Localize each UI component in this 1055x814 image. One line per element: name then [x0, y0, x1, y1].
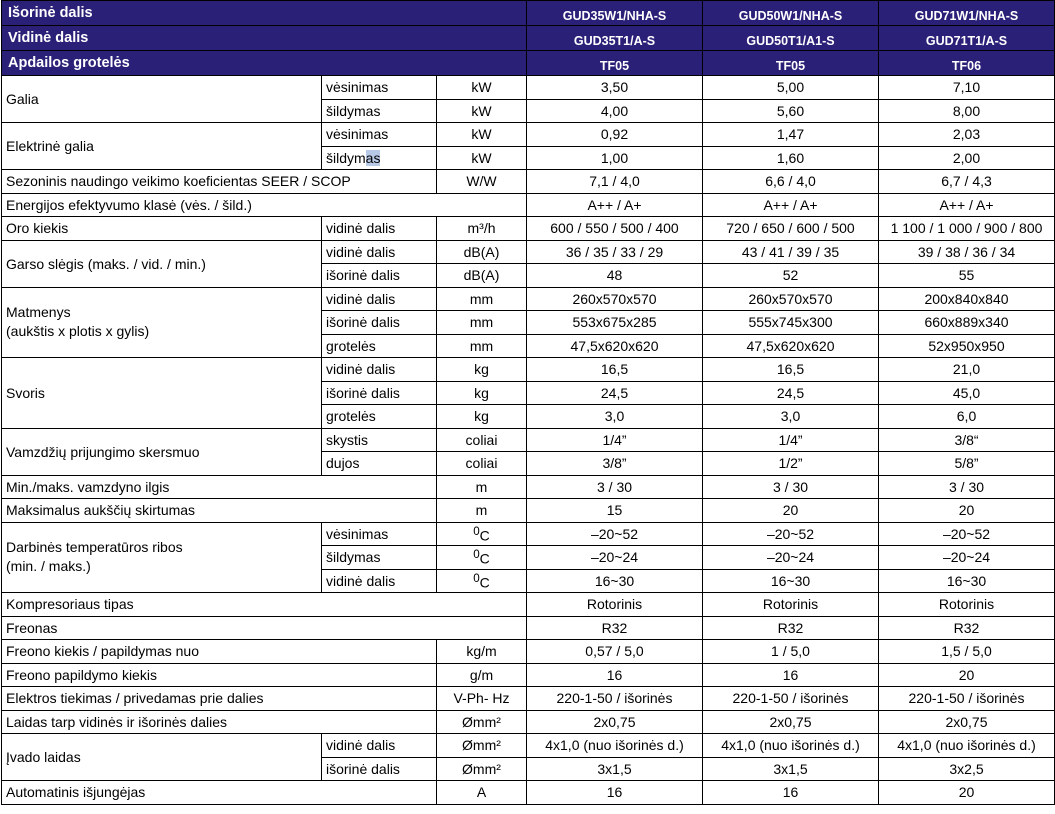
value-cell: 200x840x840 [879, 287, 1055, 311]
model-cell: TF06 [879, 51, 1055, 76]
row-label: Freono kiekis / papildymas nuo [2, 640, 437, 664]
unit-cell: Ømm² [437, 710, 527, 734]
text-selection-highlight[interactable]: as [365, 149, 381, 166]
value-cell: 4x1,0 (nuo išorinės d.) [703, 734, 879, 758]
value-cell: 1/2” [703, 452, 879, 476]
value-cell: 15 [527, 499, 703, 523]
value-cell: 4x1,0 (nuo išorinės d.) [527, 734, 703, 758]
row-label: Freono papildymo kiekis [2, 663, 437, 687]
value-cell: 16~30 [703, 569, 879, 593]
header-label: Apdailos grotelės [2, 51, 527, 76]
value-cell: 3/8” [527, 452, 703, 476]
value-cell: –20~52 [527, 522, 703, 546]
value-cell: A++ / A+ [879, 193, 1055, 217]
unit-cell: kW [437, 99, 527, 123]
unit-text: C [479, 551, 490, 568]
degree-sup: 0 [473, 571, 480, 585]
unit-cell: A [437, 781, 527, 805]
spec-table [1, 0, 1055, 805]
row-sublabel: išorinė dalis [322, 264, 437, 288]
value-cell: 48 [527, 264, 703, 288]
value-cell: 2,00 [879, 146, 1055, 170]
value-cell: 3x1,5 [527, 757, 703, 781]
table-row [2, 616, 1055, 640]
row-label: Laidas tarp vidinės ir išorinės dalies [2, 710, 437, 734]
value-cell: 220-1-50 / išorinės [527, 687, 703, 711]
unit-cell: Ømm² [437, 734, 527, 758]
table-row [2, 522, 1055, 546]
table-row [2, 734, 1055, 758]
value-cell: 1,00 [527, 146, 703, 170]
table-row [2, 76, 1055, 100]
value-cell: 1,5 / 5,0 [879, 640, 1055, 664]
row-label: Automatinis išjungėjas [2, 781, 437, 805]
model-cell: GUD71T1/A-S [879, 26, 1055, 51]
table-row [2, 193, 1055, 217]
value-cell: R32 [527, 616, 703, 640]
value-cell: A++ / A+ [703, 193, 879, 217]
unit-cell: mm [437, 311, 527, 335]
value-cell: 555x745x300 [703, 311, 879, 335]
table-row [2, 358, 1055, 382]
degree-sup: 0 [473, 524, 480, 538]
header-label: Vidinė dalis [2, 26, 527, 51]
value-cell: 16 [527, 781, 703, 805]
value-cell: 1/4” [527, 428, 703, 452]
value-cell: 45,0 [879, 381, 1055, 405]
row-label: Freonas [2, 616, 527, 640]
value-cell: 16 [703, 663, 879, 687]
unit-cell: Ømm² [437, 757, 527, 781]
unit-cell [437, 546, 527, 570]
unit-cell: kW [437, 76, 527, 100]
row-label [2, 287, 322, 358]
table-row [2, 287, 1055, 311]
row-sublabel: grotelės [322, 334, 437, 358]
value-cell: 720 / 650 / 600 / 500 [703, 217, 879, 241]
value-cell: –20~52 [879, 522, 1055, 546]
value-cell: 600 / 550 / 500 / 400 [527, 217, 703, 241]
value-cell: 47,5x620x620 [703, 334, 879, 358]
value-cell: 260x570x570 [703, 287, 879, 311]
value-cell: 7,10 [879, 76, 1055, 100]
value-cell: 52 [703, 264, 879, 288]
header-row-indoor [2, 26, 1055, 51]
unit-cell: kg [437, 358, 527, 382]
table-row [2, 781, 1055, 805]
row-sublabel: vėsinimas [322, 522, 437, 546]
unit-cell: kg/m [437, 640, 527, 664]
row-label: Vamzdžių prijungimo skersmuo [2, 428, 322, 475]
value-cell: R32 [703, 616, 879, 640]
value-cell: 20 [879, 663, 1055, 687]
row-label [2, 522, 322, 593]
table-row [2, 240, 1055, 264]
value-cell: 3,0 [703, 405, 879, 429]
row-label: Galia [2, 76, 322, 123]
value-cell: 55 [879, 264, 1055, 288]
value-cell: 39 / 38 / 36 / 34 [879, 240, 1055, 264]
value-cell: Rotorinis [703, 593, 879, 617]
value-cell: –20~24 [703, 546, 879, 570]
value-cell: 6,7 / 4,3 [879, 170, 1055, 194]
row-sublabel: vidinė dalis [322, 734, 437, 758]
value-cell: 3x1,5 [703, 757, 879, 781]
row-label: Maksimalus aukščių skirtumas [2, 499, 437, 523]
value-cell: 4,00 [527, 99, 703, 123]
row-sublabel: vidinė dalis [322, 569, 437, 593]
value-cell: 16~30 [527, 569, 703, 593]
value-cell: Rotorinis [527, 593, 703, 617]
row-sublabel: vidinė dalis [322, 287, 437, 311]
value-cell: 16 [527, 663, 703, 687]
value-cell: –20~52 [703, 522, 879, 546]
value-cell: 7,1 / 4,0 [527, 170, 703, 194]
row-sublabel: dujos [322, 452, 437, 476]
value-cell: 3 / 30 [703, 475, 879, 499]
value-cell: A++ / A+ [527, 193, 703, 217]
unit-cell: mm [437, 287, 527, 311]
row-label: Garso slėgis (maks. / vid. / min.) [2, 240, 322, 287]
row-label-line: Matmenys [6, 304, 71, 321]
value-cell: 16,5 [527, 358, 703, 382]
value-cell: 3 / 30 [527, 475, 703, 499]
value-cell: 5,00 [703, 76, 879, 100]
value-cell: 36 / 35 / 33 / 29 [527, 240, 703, 264]
value-cell: 3 / 30 [879, 475, 1055, 499]
unit-cell: coliai [437, 428, 527, 452]
header-row-outdoor [2, 1, 1055, 26]
table-row [2, 428, 1055, 452]
row-label: Energijos efektyvumo klasė (vės. / šild.) [2, 193, 527, 217]
degree-sup: 0 [473, 548, 480, 562]
value-cell: 2x0,75 [879, 710, 1055, 734]
value-cell: 260x570x570 [527, 287, 703, 311]
row-sublabel: šildymas [322, 546, 437, 570]
value-cell: 24,5 [703, 381, 879, 405]
row-label: Svoris [2, 358, 322, 429]
unit-cell: kg [437, 405, 527, 429]
row-label: Min./maks. vamzdyno ilgis [2, 475, 437, 499]
row-sublabel [322, 146, 437, 170]
row-label-line: (min. / maks.) [6, 558, 91, 575]
header-label: Išorinė dalis [2, 1, 527, 26]
value-cell: R32 [879, 616, 1055, 640]
value-cell: 16 [703, 781, 879, 805]
model-cell: TF05 [703, 51, 879, 76]
unit-cell [437, 569, 527, 593]
value-cell: 0,92 [527, 123, 703, 147]
unit-cell: kW [437, 123, 527, 147]
table-row [2, 499, 1055, 523]
unit-cell: m [437, 499, 527, 523]
value-cell: 3,0 [527, 405, 703, 429]
value-cell: 660x889x340 [879, 311, 1055, 335]
unit-text: C [479, 527, 490, 544]
value-cell: 43 / 41 / 39 / 35 [703, 240, 879, 264]
table-row [2, 123, 1055, 147]
table-row [2, 475, 1055, 499]
value-cell: 47,5x620x620 [527, 334, 703, 358]
row-label: Elektros tiekimas / privedamas prie dalies [2, 687, 437, 711]
value-cell: 5/8” [879, 452, 1055, 476]
unit-cell: kW [437, 146, 527, 170]
value-cell: 2,03 [879, 123, 1055, 147]
value-cell: 20 [879, 499, 1055, 523]
row-label: Elektrinė galia [2, 123, 322, 170]
unit-cell: coliai [437, 452, 527, 476]
header-row-grille [2, 51, 1055, 76]
value-cell: 220-1-50 / išorinės [703, 687, 879, 711]
unit-cell: V-Ph- Hz [437, 687, 527, 711]
table-row [2, 687, 1055, 711]
table-row [2, 710, 1055, 734]
value-cell: 3,50 [527, 76, 703, 100]
table-row [2, 170, 1055, 194]
value-cell: 4x1,0 (nuo išorinės d.) [879, 734, 1055, 758]
unit-cell: m³/h [437, 217, 527, 241]
row-sublabel: vėsinimas [322, 123, 437, 147]
value-cell: 52x950x950 [879, 334, 1055, 358]
row-sublabel: vidinė dalis [322, 358, 437, 382]
table-row [2, 217, 1055, 241]
value-cell: 0,57 / 5,0 [527, 640, 703, 664]
row-label: Oro kiekis [2, 217, 322, 241]
row-sublabel: išorinė dalis [322, 757, 437, 781]
value-cell: 6,6 / 4,0 [703, 170, 879, 194]
value-cell: 6,0 [879, 405, 1055, 429]
value-cell: 2x0,75 [527, 710, 703, 734]
value-cell: 2x0,75 [703, 710, 879, 734]
value-cell: –20~24 [527, 546, 703, 570]
row-label: Sezoninis naudingo veikimo koeficientas SEER / SCOP [2, 170, 437, 194]
model-cell: GUD35T1/A-S [527, 26, 703, 51]
unit-cell: g/m [437, 663, 527, 687]
value-cell: 20 [703, 499, 879, 523]
value-cell: 1 / 5,0 [703, 640, 879, 664]
row-label-line: Darbinės temperatūros ribos [6, 539, 183, 556]
model-cell: GUD71W1/NHA-S [879, 1, 1055, 26]
value-cell: 1/4” [703, 428, 879, 452]
unit-cell: m [437, 475, 527, 499]
row-sublabel: išorinė dalis [322, 311, 437, 335]
unit-text: C [479, 574, 490, 591]
value-cell: 553x675x285 [527, 311, 703, 335]
value-cell: 24,5 [527, 381, 703, 405]
value-cell: 1,47 [703, 123, 879, 147]
value-cell: 3x2,5 [879, 757, 1055, 781]
row-sublabel: išorinė dalis [322, 381, 437, 405]
model-cell: GUD50W1/NHA-S [703, 1, 879, 26]
value-cell: 20 [879, 781, 1055, 805]
value-cell: –20~24 [879, 546, 1055, 570]
value-cell: 21,0 [879, 358, 1055, 382]
value-cell: 8,00 [879, 99, 1055, 123]
table-row [2, 640, 1055, 664]
row-label: Įvado laidas [2, 734, 322, 781]
unit-cell: kg [437, 381, 527, 405]
row-sublabel: vidinė dalis [322, 217, 437, 241]
value-cell: 1 100 / 1 000 / 900 / 800 [879, 217, 1055, 241]
row-sublabel: vidinė dalis [322, 240, 437, 264]
row-label-line: (aukštis x plotis x gylis) [6, 323, 150, 340]
sublabel-text: šildym [326, 149, 366, 166]
unit-cell: mm [437, 334, 527, 358]
unit-cell: dB(A) [437, 264, 527, 288]
model-cell: GUD50T1/A1-S [703, 26, 879, 51]
value-cell: 5,60 [703, 99, 879, 123]
row-sublabel: skystis [322, 428, 437, 452]
row-sublabel: grotelės [322, 405, 437, 429]
row-sublabel: šildymas [322, 99, 437, 123]
value-cell: Rotorinis [879, 593, 1055, 617]
table-row [2, 663, 1055, 687]
unit-cell [437, 522, 527, 546]
value-cell: 3/8“ [879, 428, 1055, 452]
table-row [2, 593, 1055, 617]
value-cell: 16~30 [879, 569, 1055, 593]
value-cell: 16,5 [703, 358, 879, 382]
value-cell: 1,60 [703, 146, 879, 170]
model-cell: GUD35W1/NHA-S [527, 1, 703, 26]
row-sublabel: vėsinimas [322, 76, 437, 100]
unit-cell: W/W [437, 170, 527, 194]
unit-cell: dB(A) [437, 240, 527, 264]
row-label: Kompresoriaus tipas [2, 593, 527, 617]
model-cell: TF05 [527, 51, 703, 76]
value-cell: 220-1-50 / išorinės [879, 687, 1055, 711]
